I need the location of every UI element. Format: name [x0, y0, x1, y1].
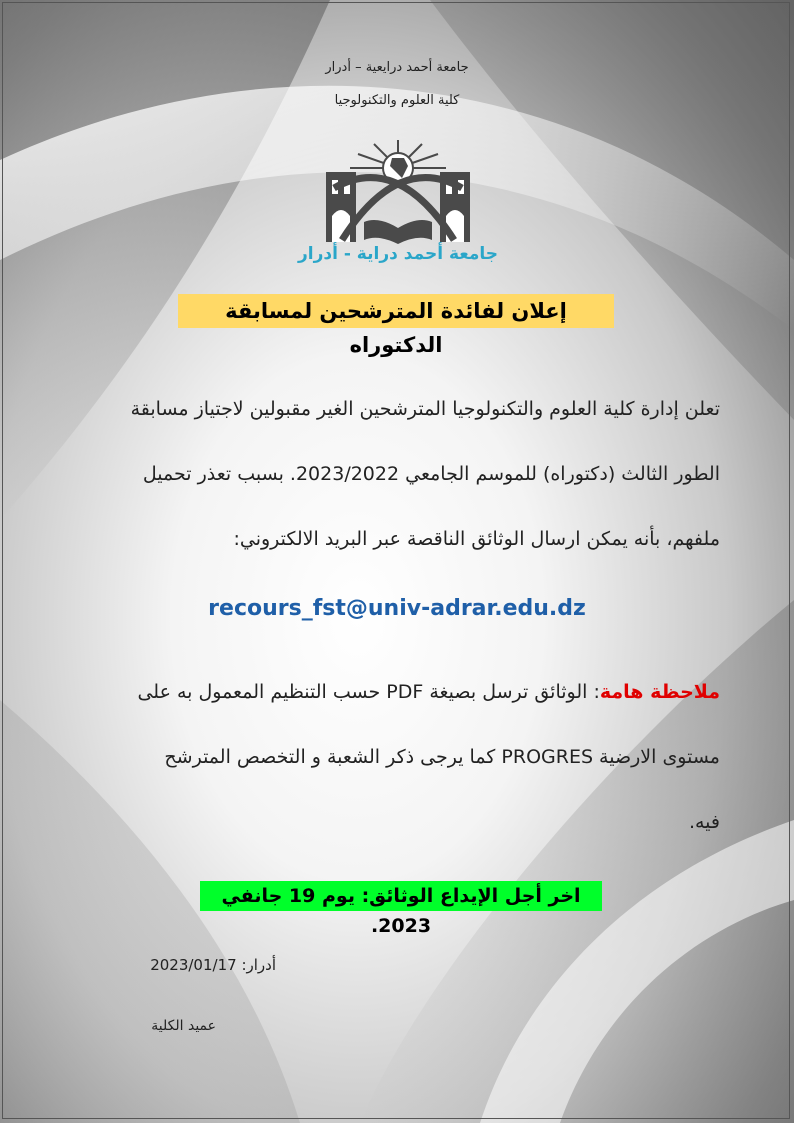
place-date: أدرار: 2023/01/17: [150, 956, 276, 974]
dean-signature: عميد الكلية: [151, 1018, 216, 1034]
body-line-2: الطور الثالث (دكتوراه) للموسم الجامعي 2023/2022. بسبب تعذر تحميل: [142, 463, 720, 485]
contact-email[interactable]: recours_fst@univ-adrar.edu.dz: [208, 596, 586, 621]
logo-caption: جامعة أحمد دراية - أدرار: [297, 244, 499, 264]
note-label: ملاحظة هامة: [599, 681, 720, 703]
deadline-banner: اخر أجل الإيداع الوثائق: يوم 19 جانفي 2023.: [200, 881, 602, 911]
note-text-1: : الوثائق ترسل بصيغة PDF حسب التنظيم المعمول به على: [137, 681, 600, 703]
university-name: جامعة أحمد درايعية – أدرار: [325, 60, 469, 75]
faculty-name: كلية العلوم والتكنولوجيا: [334, 93, 460, 108]
announcement-title: إعلان لفائدة المترشحين لمسابقة الدكتوراه: [178, 294, 614, 328]
note-line-1: [74, 681, 720, 703]
note-line-2: مستوى الارضية PROGRES كما يرجى ذكر الشعبة و التخصص المترشح: [164, 746, 720, 768]
note-line-3: فيه.: [688, 811, 720, 833]
body-line-3: ملفهم، بأنه يمكن ارسال الوثائق الناقصة عبر البريد الالكتروني:: [233, 528, 720, 550]
body-line-1: تعلن إدارة كلية العلوم والتكنولوجيا المترشحين الغير مقبولين لاجتياز مسابقة: [130, 398, 720, 420]
